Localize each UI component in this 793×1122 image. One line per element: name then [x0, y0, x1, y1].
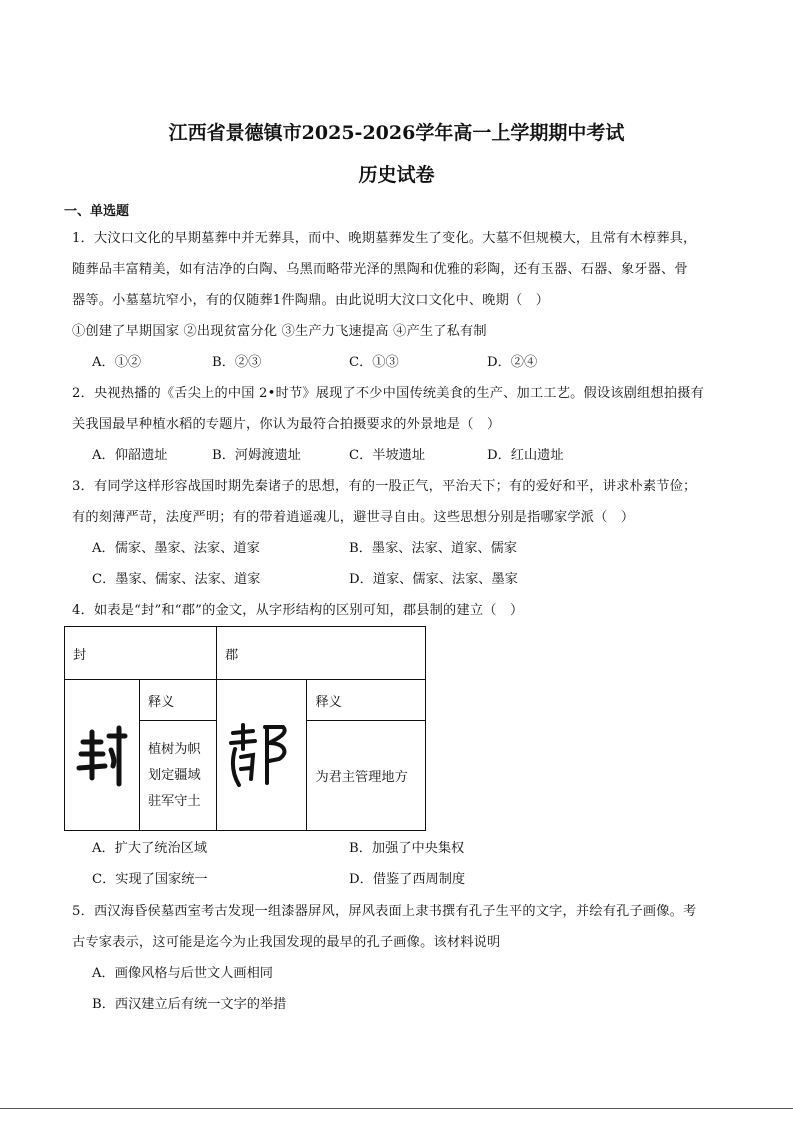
q2-option-a[interactable]: A．仰韶遗址 [92, 448, 168, 463]
feng-bronze-glyph-image [75, 720, 129, 790]
jun-glyph-cell [217, 680, 307, 831]
exam-title: 江西省景德镇市2025-2026学年高一上学期期中考试 [168, 122, 625, 144]
q3-option-b[interactable]: B．墨家、法家、道家、儒家 [349, 541, 517, 556]
feng-glyph-cell [65, 680, 140, 831]
q2-option-d[interactable]: D．红山遗址 [487, 448, 564, 463]
jun-meaning-label: 释义 [307, 680, 426, 721]
jun-meaning: 为君主管理地方 [307, 721, 426, 831]
exam-subtitle: 历史试卷 [358, 164, 435, 186]
section-heading: 一、单选题 [64, 204, 130, 219]
feng-meaning [139, 721, 216, 831]
q2-line2: 关我国最早种植水稻的专题片，你认为最符合拍摄要求的外景地是（ ） [72, 417, 501, 432]
feng-meaning-3: 驻军守土 [147, 793, 201, 809]
q4-option-d[interactable]: D．借鉴了西周制度 [349, 872, 466, 887]
q4-option-a[interactable]: A．扩大了统治区域 [92, 841, 208, 856]
q1-statements: ①创建了早期国家 ②出现贫富分化 ③生产力飞速提高 ④产生了私有制 [72, 324, 487, 339]
q1-line3: 器等。小墓墓坑窄小，有的仅随葬1件陶鼎。由此说明大汶口文化中、晚期（ ） [72, 293, 550, 308]
q1-option-b[interactable]: B．②③ [212, 355, 262, 370]
bronze-script-table [64, 626, 426, 831]
q3-option-d[interactable]: D．道家、儒家、法家、墨家 [349, 572, 518, 587]
q5-option-b[interactable]: B．西汉建立后有统一文字的举措 [92, 997, 287, 1012]
feng-meaning-2: 划定疆域 [147, 767, 201, 783]
q3-line2: 有的刻薄严苛，法度严明；有的带着逍遥魂儿，避世寻自由。这些思想分别是指哪家学派（ ） [72, 510, 635, 525]
q1-option-d[interactable]: D．②④ [487, 355, 538, 370]
table-header-feng: 封 [65, 627, 217, 680]
jun-bronze-glyph-image [227, 719, 293, 791]
q3-option-a[interactable]: A．儒家、墨家、法家、道家 [92, 541, 260, 556]
q4-line1: 4．如表是“封”和“郡”的金文，从字形结构的区别可知，郡县制的建立（ ） [72, 603, 524, 618]
q2-option-b[interactable]: B．河姆渡遗址 [212, 448, 301, 463]
q1-line1: 1．大汶口文化的早期墓葬中并无葬具，而中、晚期墓葬发生了变化。大墓不但规模大，且常有木椁葬具， [72, 231, 697, 246]
q4-option-b[interactable]: B．加强了中央集权 [349, 841, 465, 856]
feng-meaning-1: 植树为帜 [147, 741, 201, 757]
q1-option-a[interactable]: A．①② [92, 355, 142, 370]
q3-line1: 3．有同学这样形容战国时期先秦诸子的思想，有的一股正气，平治天下；有的爱好和平，讲求朴素节俭； [72, 479, 697, 494]
q4-option-c[interactable]: C．实现了国家统一 [92, 872, 208, 887]
table-header-jun: 郡 [217, 627, 426, 680]
q5-line1: 5．西汉海昏侯墓西室考古发现一组漆器屏风，屏风表面上隶书撰有孔子生平的文字，并绘有孔子画像。考 [72, 904, 697, 919]
q1-line2: 随葬品丰富精美，如有洁净的白陶、乌黑而略带光泽的黑陶和优雅的彩陶，还有玉器、石器、象牙器、骨 [72, 262, 688, 277]
q5-line2: 古专家表示，这可能是迄今为止我国发现的最早的孔子画像。该材料说明 [72, 935, 501, 950]
q2-option-c[interactable]: C．半坡遗址 [349, 448, 426, 463]
q3-option-c[interactable]: C．墨家、儒家、法家、道家 [92, 572, 261, 587]
q2-line1: 2．央视热播的《舌尖上的中国 2•时节》展现了不少中国传统美食的生产、加工工艺。假设该剧组想拍摄有 [72, 386, 704, 401]
page-bottom-divider [0, 1108, 793, 1109]
q5-option-a[interactable]: A．画像风格与后世文人画相同 [92, 966, 273, 981]
q1-option-c[interactable]: C．①③ [349, 355, 399, 370]
feng-meaning-label: 释义 [139, 680, 216, 721]
